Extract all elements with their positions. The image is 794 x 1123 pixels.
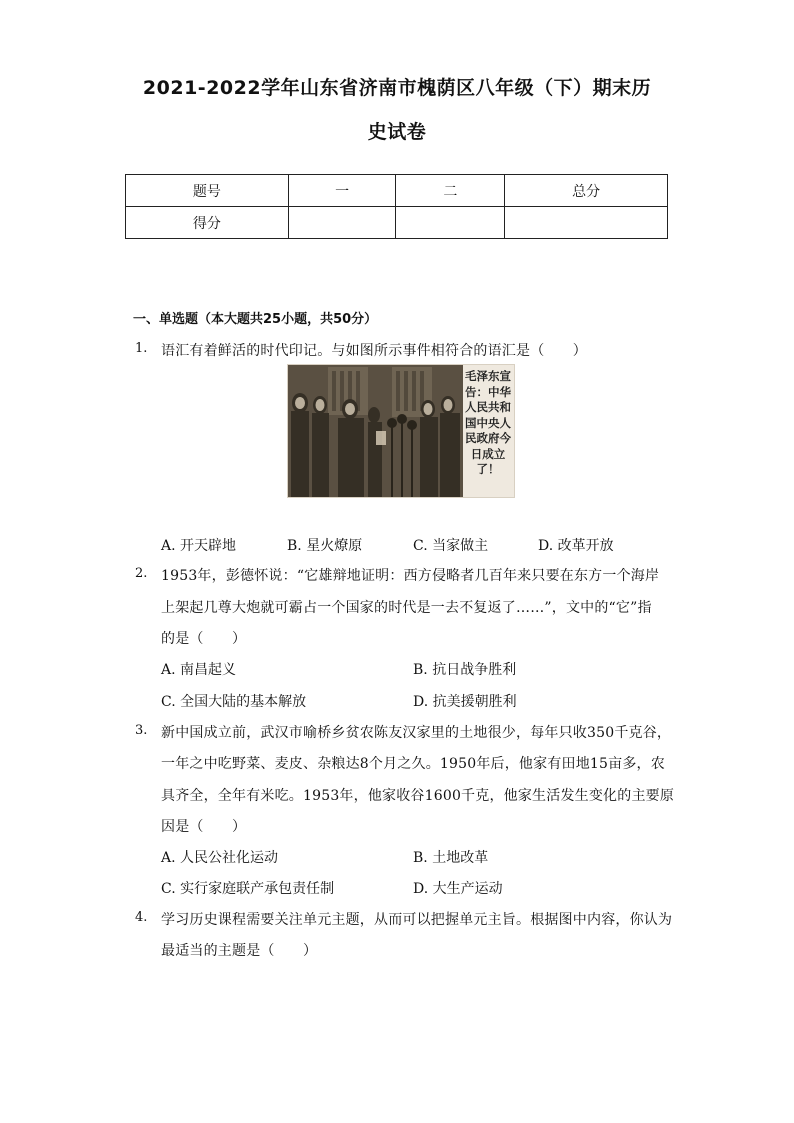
question-text-line-1: 1953年，彭德怀说：“它雄辩地证明：西方侵略者几百年来只要在东方一个海岸 [161, 568, 660, 584]
q3-option-a[interactable]: A. 人民公社化运动 [161, 850, 279, 866]
founding-ceremony-photo [287, 364, 515, 498]
header-part-2: 二 [396, 175, 505, 207]
q1-option-a[interactable]: A. 开天辟地 [161, 538, 237, 554]
question-text-line-1: 学习历史课程需要关注单元主题，从而可以把握单元主旨。根据图中内容，你认为 [161, 912, 673, 928]
title-line-1: 2021-2022学年山东省济南市槐荫区八年级（下）期末历 [142, 77, 652, 99]
q3-option-d[interactable]: D. 大生产运动 [413, 881, 503, 897]
q1-option-c[interactable]: C. 当家做主 [413, 538, 489, 554]
question-text-line-2: 一年之中吃野菜、麦皮、杂粮达8个月之久。1950年后，他家有田地15亩多，农 [161, 756, 665, 772]
question-text-line-2: 最适当的主题是（ ） [161, 943, 318, 959]
q3-option-c[interactable]: C. 实行家庭联产承包责任制 [161, 881, 335, 897]
question-text-line-3: 的是（ ） [161, 631, 247, 647]
header-total: 总分 [505, 175, 668, 207]
q1-option-b[interactable]: B. 星火燎原 [287, 538, 363, 554]
question-number: 4. [135, 910, 148, 925]
question-number: 3. [135, 723, 148, 738]
ceremony-scene-image [288, 365, 463, 497]
question-text-line-3: 具齐全，全年有米吃。1953年，他家收谷1600千克，他家生活发生变化的主要原 [161, 788, 675, 804]
score-table-header-row [126, 175, 668, 207]
question-text-line-4: 因是（ ） [161, 819, 247, 835]
title-line-2: 史试卷 [367, 121, 427, 143]
score-cell-part-2[interactable] [396, 207, 505, 239]
q2-option-d[interactable]: D. 抗美援朝胜利 [413, 694, 517, 710]
q1-option-d[interactable]: D. 改革开放 [538, 538, 614, 554]
row-label-score: 得分 [126, 207, 289, 239]
q2-option-b[interactable]: B. 抗日战争胜利 [413, 662, 517, 678]
header-part-1: 一 [288, 175, 396, 207]
header-question-no: 题号 [126, 175, 289, 207]
question-text: 语汇有着鲜活的时代印记。与如图所示事件相符合的语汇是（ ） [161, 343, 587, 359]
section-heading: 一、单选题（本大题共25小题，共50分） [133, 312, 378, 327]
question-number: 2. [135, 566, 148, 581]
question-number: 1. [135, 341, 148, 356]
question-text-line-1: 新中国成立前，武汉市喻桥乡贫农陈友汉家里的土地很少，每年只收350千克谷， [161, 725, 672, 741]
score-cell-part-1[interactable] [288, 207, 396, 239]
q3-option-b[interactable]: B. 土地改革 [413, 850, 489, 866]
score-cell-total[interactable] [505, 207, 668, 239]
q2-option-a[interactable]: A. 南昌起义 [161, 662, 237, 678]
exam-title [100, 66, 694, 154]
score-table-score-row [126, 207, 668, 239]
score-table [125, 174, 668, 239]
q2-option-c[interactable]: C. 全国大陆的基本解放 [161, 694, 307, 710]
photo-caption: 毛泽东宣告：中华人民共和国中央人民政府今日成立了！ [465, 369, 511, 476]
question-text-line-2: 上架起几尊大炮就可霸占一个国家的时代是一去不复返了……”，文中的“它”指 [161, 600, 652, 616]
